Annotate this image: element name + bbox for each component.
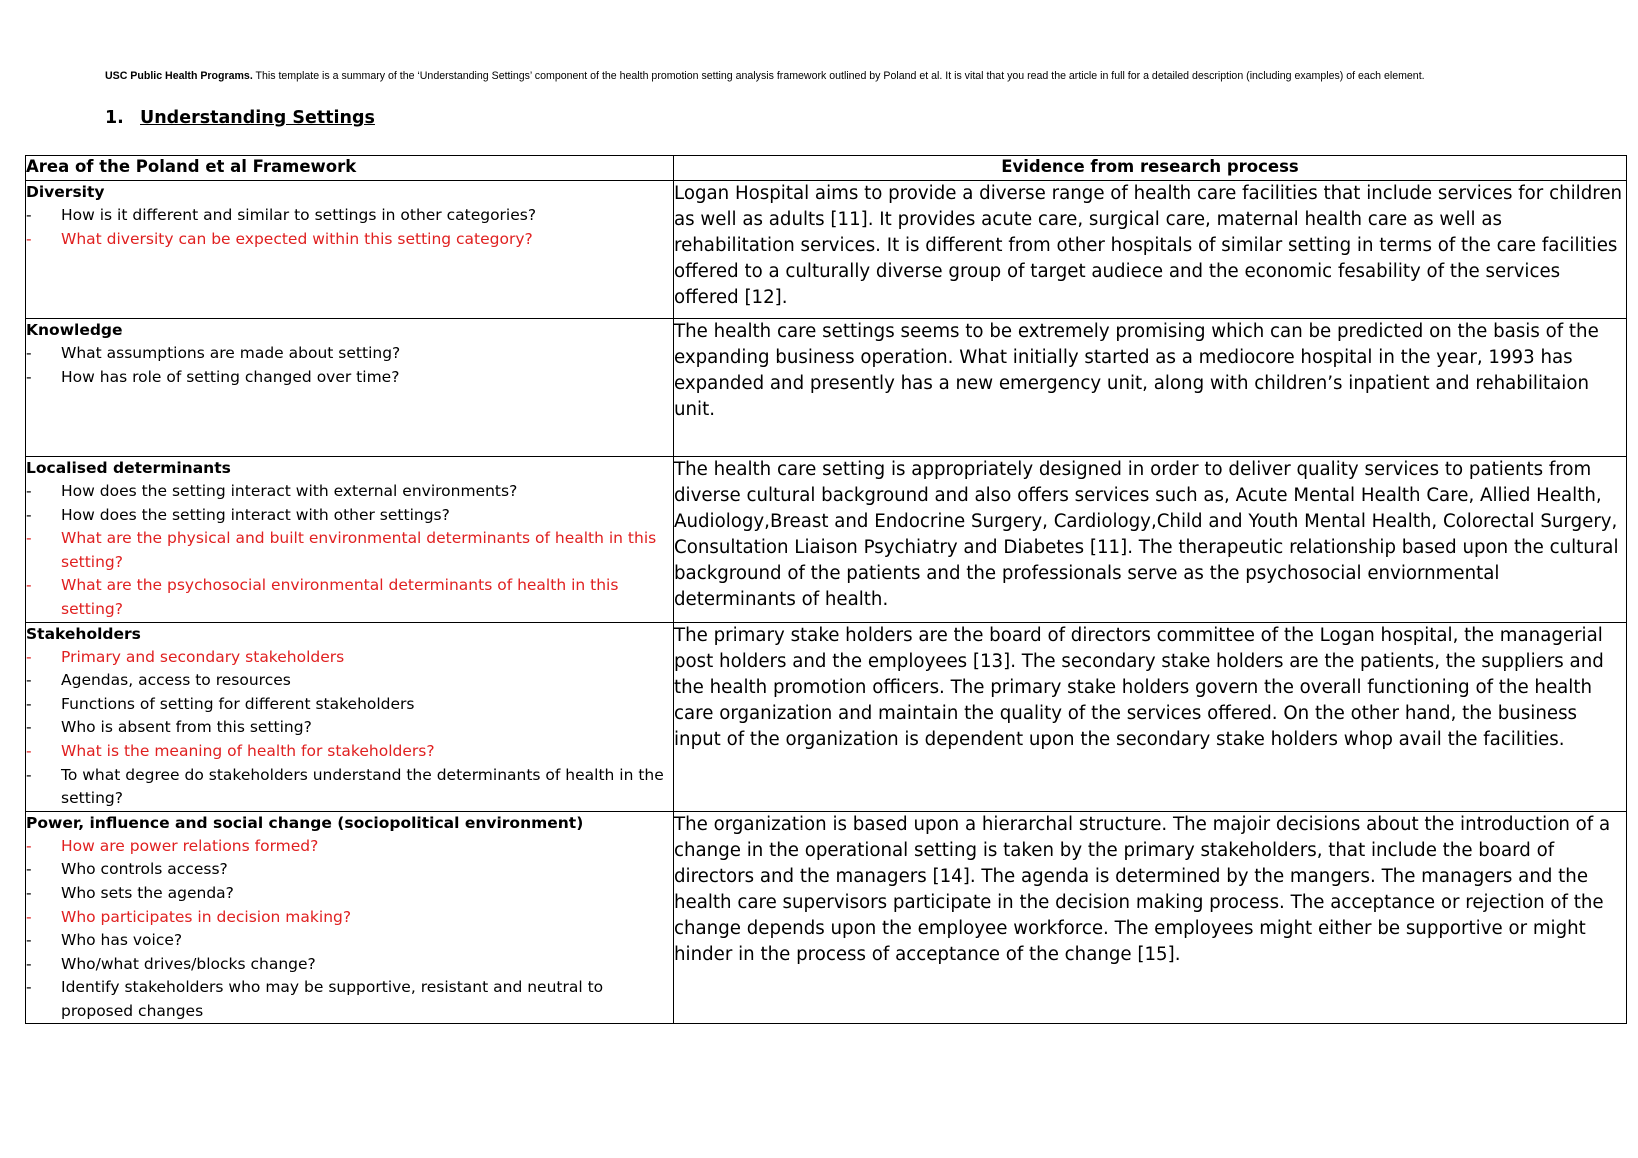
area-title: Knowledge (26, 321, 123, 339)
table-row-stakeholders (26, 622, 1627, 811)
area-cell (26, 181, 674, 319)
question-item: - How are power relations formed? (26, 836, 319, 855)
area-title: Stakeholders (26, 624, 141, 643)
area-title: Power, influence and social change (sociopolitical environment) (26, 813, 584, 832)
area-cell (26, 319, 674, 457)
question-list (26, 342, 673, 389)
header-text: This template is a summary of the ‘Understanding Settings’ component of the health promotion setting analysis framework outlined by Poland et al. It is vital that you read the article in full for a detailed description (including examples) of each element. (252, 70, 1425, 82)
question-list (26, 480, 673, 622)
question-item: - Functions of setting for different stakeholders (26, 694, 415, 713)
area-cell (26, 457, 674, 623)
question-item: - How has role of setting changed over time? (26, 367, 400, 386)
evidence-cell: Logan Hospital aims to provide a diverse range of health care facilities that include services for children as well as adults [11]. It provides acute care, surgical care, maternal health care as well as rehabilitation services. It is different from other hospitals of similar setting in terms of the care facilities offered to a culturally diverse group of target audiece and the economic fesability of the services offered [12]. (674, 181, 1627, 319)
evidence-cell: The organization is based upon a hierarchal structure. The majoir decisions about the introduction of a change in the operational setting is taken by the primary stakeholders, that include the board of directors and the managers [14]. The agenda is determined by the mangers. The managers and the health care supervisors participate in the decision making process. The acceptance or rejection of the change depends upon the employee workforce. The employees might either be supportive or might hinder in the process of acceptance of the change [15]. (674, 811, 1627, 1024)
question-item: - How does the setting interact with external environments? (26, 482, 518, 500)
question-item: - What is the meaning of health for stakeholders? (26, 741, 435, 760)
col1-header: Area of the Poland et al Framework (26, 156, 674, 181)
question-item: - How is it different and similar to settings in other categories? (26, 206, 537, 224)
question-list (26, 204, 673, 251)
table-row-power-influence (26, 811, 1627, 1024)
evidence-cell: The health care setting is appropriately designed in order to deliver quality services to patients from diverse cultural background and also offers services such as, Acute Mental Health Care, Allied Health, Audiology,Breast and Endocrine Surgery, Cardiology,Child and Youth Mental Health, Colorectal Surgery, Consultation Liaison Psychiatry and Diabetes [11]. The therapeutic relationship based upon the cultural background of the patients and the professionals serve as the psychosocial enviornmental determinants of health. (674, 457, 1627, 623)
question-item: - Primary and secondary stakeholders (26, 647, 345, 666)
area-title: Localised determinants (26, 459, 231, 477)
question-item: - Who sets the agenda? (26, 883, 234, 902)
table-header-row (26, 156, 1627, 181)
question-item: - Agendas, access to resources (26, 671, 291, 690)
evidence-cell: The health care settings seems to be extremely promising which can be predicted on the basis of the expanding business operation. What initially started as a mediocore hospital in the year, 1993 has expanded and presently has a new emergency unit, along with children’s inpatient and rehabilitaion unit. (674, 319, 1627, 457)
section-number: 1. (105, 108, 124, 128)
table-row-diversity (26, 181, 1627, 319)
question-item: - To what degree do stakeholders understand the determinants of health in the setting? (26, 765, 664, 808)
question-item: - Who is absent from this setting? (26, 718, 312, 737)
header-bold-lead: USC Public Health Programs. (105, 70, 253, 82)
question-item: - What diversity can be expected within this setting category? (26, 229, 533, 248)
area-title: Diversity (26, 183, 105, 201)
area-cell (26, 811, 674, 1024)
section-title: Understanding Settings (140, 108, 375, 128)
question-list (26, 646, 673, 811)
table-row-knowledge (26, 319, 1627, 457)
framework-table (25, 155, 1627, 1024)
question-item: - Who participates in decision making? (26, 907, 352, 926)
area-cell (26, 622, 674, 811)
question-item: - What assumptions are made about setting? (26, 344, 401, 362)
question-item: - Identify stakeholders who may be supportive, resistant and neutral to proposed changes (26, 978, 604, 1020)
question-list (26, 835, 673, 1024)
question-item: - What are the physical and built environmental determinants of health in this setting? (26, 529, 657, 571)
question-item: - How does the setting interact with other settings? (26, 505, 450, 524)
question-item: - Who controls access? (26, 860, 228, 879)
question-item: - Who has voice? (26, 931, 183, 950)
evidence-cell: The primary stake holders are the board of directors committee of the Logan hospital, the managerial post holders and the employees [13]. The secondary stake holders are the patients, the suppliers and the health promotion officers. The primary stake holders govern the overall functioning of the health care organization and maintain the quality of the services offered. On the other hand, the business input of the organization is dependent upon the secondary stake holders whop avail the facilities. (674, 622, 1627, 811)
section-heading (105, 107, 375, 129)
question-item: - Who/what drives/blocks change? (26, 954, 316, 973)
table-row-localised-determinants (26, 457, 1627, 623)
question-item: - What are the psychosocial environmental determinants of health in this setting? (26, 576, 619, 618)
document-header (105, 69, 1625, 83)
col2-header: Evidence from research process (674, 156, 1627, 181)
